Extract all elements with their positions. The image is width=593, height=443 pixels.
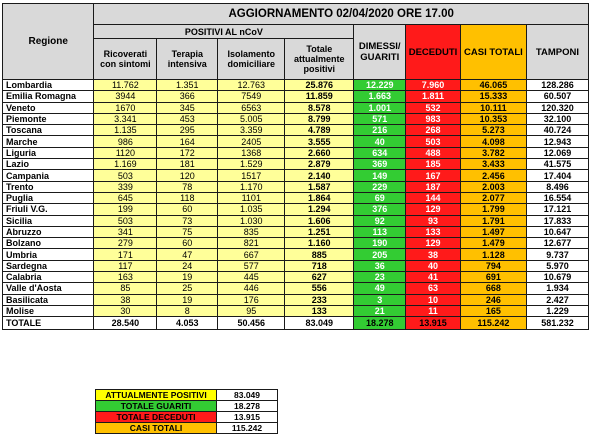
totale-positivi-cell: 233 (285, 294, 354, 305)
table-row (3, 147, 589, 158)
tamponi-cell: 9.737 (526, 249, 588, 260)
terapia-cell: 60 (157, 204, 218, 215)
ricoverati-cell: 1.135 (94, 125, 157, 136)
terapia-cell: 78 (157, 181, 218, 192)
region-name: Campania (3, 170, 94, 181)
header-totale-positivi: Totale attualmente positivi (285, 39, 354, 80)
deceduti-cell: 144 (406, 192, 461, 203)
summary-label: CASI TOTALI (96, 423, 217, 434)
totale-ricoverati: 28.540 (94, 317, 157, 330)
region-name: Marche (3, 136, 94, 147)
tamponi-cell: 12.677 (526, 238, 588, 249)
isolamento-cell: 446 (218, 283, 285, 294)
totale-positivi-cell: 8.799 (285, 113, 354, 124)
tamponi-cell: 60.507 (526, 91, 588, 102)
isolamento-cell: 1517 (218, 170, 285, 181)
dimessi-cell: 12.229 (354, 80, 406, 91)
dimessi-cell: 369 (354, 159, 406, 170)
terapia-cell: 75 (157, 226, 218, 237)
dimessi-cell: 1.001 (354, 102, 406, 113)
ricoverati-cell: 199 (94, 204, 157, 215)
isolamento-cell: 2405 (218, 136, 285, 147)
header-regione: Regione (3, 4, 94, 80)
totale-label: TOTALE (3, 317, 94, 330)
tamponi-cell: 120.320 (526, 102, 588, 113)
summary-value: 115.242 (217, 423, 278, 434)
region-name: Trento (3, 181, 94, 192)
table-row (3, 238, 589, 249)
region-name: Emilia Romagna (3, 91, 94, 102)
table-row (3, 102, 589, 113)
region-name: Calabria (3, 272, 94, 283)
isolamento-cell: 835 (218, 226, 285, 237)
table-row (3, 249, 589, 260)
deceduti-cell: 133 (406, 226, 461, 237)
isolamento-cell: 1.170 (218, 181, 285, 192)
isolamento-cell: 1101 (218, 192, 285, 203)
terapia-cell: 73 (157, 215, 218, 226)
page-title: AGGIORNAMENTO 02/04/2020 ORE 17.00 (94, 4, 589, 25)
deceduti-cell: 1.811 (406, 91, 461, 102)
terapia-cell: 295 (157, 125, 218, 136)
header-dimessi: DIMESSI/ GUARITI (354, 25, 406, 80)
dimessi-cell: 634 (354, 147, 406, 158)
region-name: Abruzzo (3, 226, 94, 237)
casi-totali-cell: 2.003 (460, 181, 526, 192)
dimessi-cell: 3 (354, 294, 406, 305)
deceduti-cell: 38 (406, 249, 461, 260)
deceduti-cell: 10 (406, 294, 461, 305)
dimessi-cell: 376 (354, 204, 406, 215)
table-row (3, 170, 589, 181)
isolamento-cell: 95 (218, 305, 285, 316)
casi-totali-cell: 1.479 (460, 238, 526, 249)
region-name: Bolzano (3, 238, 94, 249)
dimessi-cell: 1.663 (354, 91, 406, 102)
terapia-cell: 181 (157, 159, 218, 170)
tamponi-cell: 40.724 (526, 125, 588, 136)
terapia-cell: 118 (157, 192, 218, 203)
totale-deceduti: 13.915 (406, 317, 461, 330)
dimessi-cell: 40 (354, 136, 406, 147)
ricoverati-cell: 503 (94, 215, 157, 226)
tamponi-cell: 1.229 (526, 305, 588, 316)
region-name: Basilicata (3, 294, 94, 305)
covid-region-table (2, 3, 589, 330)
deceduti-cell: 167 (406, 170, 461, 181)
totale-positivi-cell: 2.879 (285, 159, 354, 170)
dimessi-cell: 113 (354, 226, 406, 237)
dimessi-cell: 36 (354, 260, 406, 271)
terapia-cell: 1.351 (157, 80, 218, 91)
ricoverati-cell: 163 (94, 272, 157, 283)
isolamento-cell: 5.005 (218, 113, 285, 124)
table-row (3, 305, 589, 316)
summary-row (96, 423, 278, 434)
totale-positivi-cell: 1.864 (285, 192, 354, 203)
terapia-cell: 8 (157, 305, 218, 316)
totale-positivi-cell: 1.587 (285, 181, 354, 192)
deceduti-cell: 7.960 (406, 80, 461, 91)
casi-totali-cell: 4.098 (460, 136, 526, 147)
isolamento-cell: 176 (218, 294, 285, 305)
table-row (3, 136, 589, 147)
terapia-cell: 453 (157, 113, 218, 124)
isolamento-cell: 7549 (218, 91, 285, 102)
totale-positivi-cell: 11.859 (285, 91, 354, 102)
totale-isolamento: 50.456 (218, 317, 285, 330)
terapia-cell: 345 (157, 102, 218, 113)
tamponi-cell: 1.934 (526, 283, 588, 294)
deceduti-cell: 488 (406, 147, 461, 158)
dimessi-cell: 21 (354, 305, 406, 316)
totale-tamponi: 581.232 (526, 317, 588, 330)
deceduti-cell: 185 (406, 159, 461, 170)
deceduti-cell: 63 (406, 283, 461, 294)
table-body (3, 80, 589, 317)
summary-row (96, 390, 278, 401)
table-row (3, 204, 589, 215)
casi-totali-cell: 10.353 (460, 113, 526, 124)
deceduti-cell: 93 (406, 215, 461, 226)
totale-casi: 115.242 (460, 317, 526, 330)
ricoverati-cell: 85 (94, 283, 157, 294)
deceduti-cell: 187 (406, 181, 461, 192)
tamponi-cell: 12.943 (526, 136, 588, 147)
tamponi-cell: 5.970 (526, 260, 588, 271)
casi-totali-cell: 10.111 (460, 102, 526, 113)
totale-positivi-cell: 1.294 (285, 204, 354, 215)
isolamento-cell: 1368 (218, 147, 285, 158)
terapia-cell: 172 (157, 147, 218, 158)
dimessi-cell: 190 (354, 238, 406, 249)
table-row (3, 181, 589, 192)
totale-positivi-cell: 3.555 (285, 136, 354, 147)
region-name: Sicilia (3, 215, 94, 226)
terapia-cell: 120 (157, 170, 218, 181)
totale-positivi-cell: 2.140 (285, 170, 354, 181)
header-ricoverati: Ricoverati con sintomi (94, 39, 157, 80)
table-row (3, 113, 589, 124)
header-casi-totali: CASI TOTALI (460, 25, 526, 80)
region-name: Liguria (3, 147, 94, 158)
totale-positivi-cell: 1.606 (285, 215, 354, 226)
casi-totali-cell: 1.128 (460, 249, 526, 260)
totale-positivi-cell: 627 (285, 272, 354, 283)
deceduti-cell: 983 (406, 113, 461, 124)
isolamento-cell: 1.529 (218, 159, 285, 170)
summary-label: TOTALE DECEDUTI (96, 412, 217, 423)
region-name: Veneto (3, 102, 94, 113)
ricoverati-cell: 341 (94, 226, 157, 237)
tamponi-cell: 10.647 (526, 226, 588, 237)
tamponi-cell: 41.575 (526, 159, 588, 170)
dimessi-cell: 149 (354, 170, 406, 181)
casi-totali-cell: 15.333 (460, 91, 526, 102)
terapia-cell: 19 (157, 294, 218, 305)
tamponi-cell: 17.404 (526, 170, 588, 181)
dimessi-cell: 23 (354, 272, 406, 283)
ricoverati-cell: 503 (94, 170, 157, 181)
totale-positivi-cell: 2.660 (285, 147, 354, 158)
terapia-cell: 164 (157, 136, 218, 147)
terapia-cell: 19 (157, 272, 218, 283)
casi-totali-cell: 3.433 (460, 159, 526, 170)
totale-row (3, 317, 589, 330)
tamponi-cell: 32.100 (526, 113, 588, 124)
casi-totali-cell: 1.799 (460, 204, 526, 215)
casi-totali-cell: 46.065 (460, 80, 526, 91)
dimessi-cell: 216 (354, 125, 406, 136)
casi-totali-cell: 1.497 (460, 226, 526, 237)
summary-row (96, 401, 278, 412)
casi-totali-cell: 1.791 (460, 215, 526, 226)
tamponi-cell: 8.496 (526, 181, 588, 192)
deceduti-cell: 41 (406, 272, 461, 283)
casi-totali-cell: 5.273 (460, 125, 526, 136)
isolamento-cell: 3.359 (218, 125, 285, 136)
deceduti-cell: 129 (406, 204, 461, 215)
table-row (3, 215, 589, 226)
deceduti-cell: 532 (406, 102, 461, 113)
summary-value: 18.278 (217, 401, 278, 412)
table-row (3, 80, 589, 91)
terapia-cell: 366 (157, 91, 218, 102)
casi-totali-cell: 165 (460, 305, 526, 316)
dimessi-cell: 571 (354, 113, 406, 124)
totale-positivi-cell: 556 (285, 283, 354, 294)
isolamento-cell: 1.035 (218, 204, 285, 215)
dimessi-cell: 49 (354, 283, 406, 294)
totale-terapia: 4.053 (157, 317, 218, 330)
region-name: Sardegna (3, 260, 94, 271)
isolamento-cell: 1.030 (218, 215, 285, 226)
isolamento-cell: 667 (218, 249, 285, 260)
isolamento-cell: 821 (218, 238, 285, 249)
table-row (3, 294, 589, 305)
table-row (3, 125, 589, 136)
deceduti-cell: 268 (406, 125, 461, 136)
tamponi-cell: 10.679 (526, 272, 588, 283)
totale-positivi-cell: 133 (285, 305, 354, 316)
ricoverati-cell: 117 (94, 260, 157, 271)
casi-totali-cell: 2.456 (460, 170, 526, 181)
table-row (3, 226, 589, 237)
dimessi-cell: 229 (354, 181, 406, 192)
region-name: Umbria (3, 249, 94, 260)
region-name: Lombardia (3, 80, 94, 91)
casi-totali-cell: 246 (460, 294, 526, 305)
casi-totali-cell: 691 (460, 272, 526, 283)
tamponi-cell: 17.121 (526, 204, 588, 215)
dimessi-cell: 205 (354, 249, 406, 260)
casi-totali-cell: 668 (460, 283, 526, 294)
totale-positivi-cell: 25.876 (285, 80, 354, 91)
tamponi-cell: 17.833 (526, 215, 588, 226)
summary-row (96, 412, 278, 423)
deceduti-cell: 129 (406, 238, 461, 249)
totale-positivi-cell: 718 (285, 260, 354, 271)
totale-positivi-cell: 8.578 (285, 102, 354, 113)
terapia-cell: 25 (157, 283, 218, 294)
ricoverati-cell: 1120 (94, 147, 157, 158)
terapia-cell: 60 (157, 238, 218, 249)
ricoverati-cell: 171 (94, 249, 157, 260)
casi-totali-cell: 2.077 (460, 192, 526, 203)
tamponi-cell: 16.554 (526, 192, 588, 203)
table-row (3, 283, 589, 294)
tamponi-cell: 128.286 (526, 80, 588, 91)
totale-positivi-cell: 1.160 (285, 238, 354, 249)
ricoverati-cell: 645 (94, 192, 157, 203)
table-row (3, 91, 589, 102)
terapia-cell: 47 (157, 249, 218, 260)
header-terapia: Terapia intensiva (157, 39, 218, 80)
totale-positivi-cell: 4.789 (285, 125, 354, 136)
isolamento-cell: 6563 (218, 102, 285, 113)
table-row (3, 272, 589, 283)
header-isolamento: Isolamento domiciliare (218, 39, 285, 80)
table-row (3, 159, 589, 170)
ricoverati-cell: 986 (94, 136, 157, 147)
totale-positivi-cell: 885 (285, 249, 354, 260)
dimessi-cell: 92 (354, 215, 406, 226)
summary-label: ATTUALMENTE POSITIVI (96, 390, 217, 401)
ricoverati-cell: 3.341 (94, 113, 157, 124)
casi-totali-cell: 794 (460, 260, 526, 271)
casi-totali-cell: 3.782 (460, 147, 526, 158)
totale-dimessi: 18.278 (354, 317, 406, 330)
deceduti-cell: 40 (406, 260, 461, 271)
isolamento-cell: 12.763 (218, 80, 285, 91)
header-deceduti: DECEDUTI (406, 25, 461, 80)
table-row (3, 192, 589, 203)
ricoverati-cell: 1.169 (94, 159, 157, 170)
ricoverati-cell: 11.762 (94, 80, 157, 91)
totale-positivi-cell: 1.251 (285, 226, 354, 237)
ricoverati-cell: 279 (94, 238, 157, 249)
ricoverati-cell: 38 (94, 294, 157, 305)
deceduti-cell: 11 (406, 305, 461, 316)
tamponi-cell: 2.427 (526, 294, 588, 305)
region-name: Valle d'Aosta (3, 283, 94, 294)
dimessi-cell: 69 (354, 192, 406, 203)
ricoverati-cell: 1670 (94, 102, 157, 113)
region-name: Molise (3, 305, 94, 316)
ricoverati-cell: 339 (94, 181, 157, 192)
terapia-cell: 24 (157, 260, 218, 271)
summary-table (95, 389, 278, 434)
isolamento-cell: 445 (218, 272, 285, 283)
summary-value: 13.915 (217, 412, 278, 423)
isolamento-cell: 577 (218, 260, 285, 271)
ricoverati-cell: 30 (94, 305, 157, 316)
header-positivi-group: POSITIVI AL nCoV (94, 25, 354, 39)
region-name: Lazio (3, 159, 94, 170)
tamponi-cell: 12.069 (526, 147, 588, 158)
summary-label: TOTALE GUARITI (96, 401, 217, 412)
totale-positivi: 83.049 (285, 317, 354, 330)
ricoverati-cell: 3944 (94, 91, 157, 102)
table-row (3, 260, 589, 271)
summary-value: 83.049 (217, 390, 278, 401)
region-name: Piemonte (3, 113, 94, 124)
region-name: Toscana (3, 125, 94, 136)
deceduti-cell: 503 (406, 136, 461, 147)
header-tamponi: TAMPONI (526, 25, 588, 80)
region-name: Puglia (3, 192, 94, 203)
region-name: Friuli V.G. (3, 204, 94, 215)
